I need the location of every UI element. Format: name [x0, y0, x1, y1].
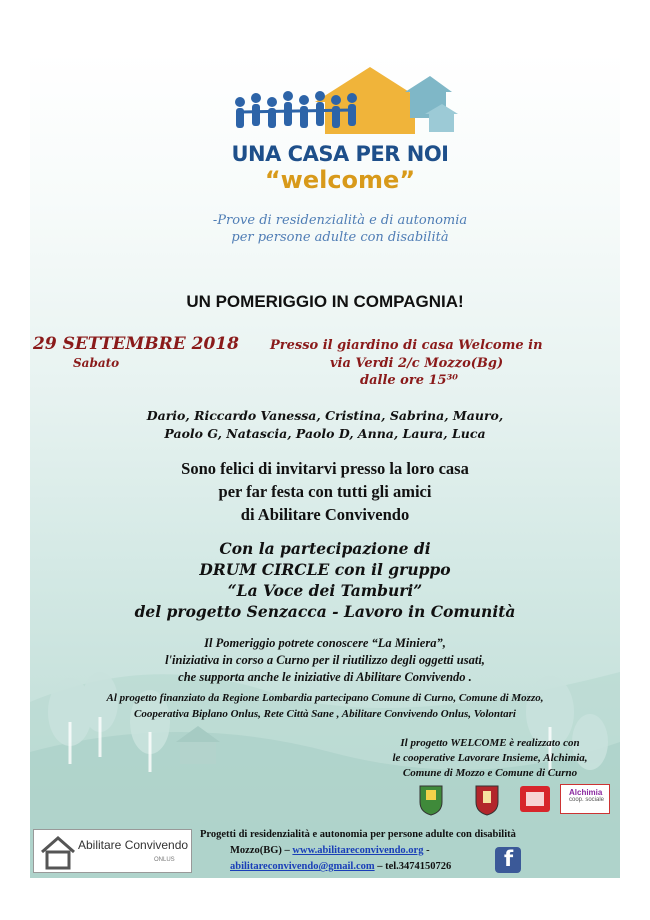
drum-circle-text: Con la partecipazione di DRUM CIRCLE con il gruppo “La Voce dei Tamburi” del progetto Senzacca - Lavoro in Comunità [134, 539, 516, 621]
poster [30, 52, 620, 878]
footer-contacts: Progetti di residenzialità e autonomia per persone adulte con disabilità Mozzo(BG) – www.abilitareconvivendo.org - abilitareconvivendo@gmail.com – tel.3474150726 [200, 829, 516, 872]
guest-names: Dario, Riccardo Vanessa, Cristina, Sabrina, Mauro, Paolo G, Natascia, Paolo D, Anna, Laura, Luca [146, 408, 504, 441]
mozzo-crest-icon [418, 782, 444, 816]
welcome-project-note: Il progetto WELCOME è realizzato con le cooperative Lavorare Insieme, Alchimia, Comune di Mozzo e Comune di Curno [392, 737, 588, 779]
curno-crest-icon [474, 782, 500, 816]
welcome-logo [220, 62, 460, 212]
headline: UN POMERIGGIO IN COMPAGNIA! [186, 292, 464, 311]
event-day: Sabato [73, 356, 120, 370]
alchimia-logo: Alchimia coop. sociale [560, 784, 610, 814]
event-place-line1: Presso il giardino di casa Welcome in [270, 338, 543, 353]
miniera-text: Il Pomeriggio potrete conoscere “La Miniera”, l'iniziativa in corso a Curno per il riutilizzo degli oggetti usati, che supporta anche le iniziative di Abilitare Convivendo . [165, 636, 485, 684]
key-house-icon [38, 832, 78, 870]
lavorare-insieme-logo-icon [520, 786, 550, 812]
abilitare-convivendo-logo: Abilitare Convivendo ONLUS [33, 829, 192, 873]
people-house-icon [220, 62, 460, 144]
event-date: 29 SETTEMBRE 2018 [33, 334, 239, 354]
invite-text: Sono felici di invitarvi presso la loro casa per far festa con tutti gli amici di Abilitare Convivendo [181, 459, 469, 524]
tagline: -Prove di residenzialità e di autonomia per persone adulte con disabilità [212, 213, 468, 245]
facebook-icon[interactable]: f [495, 847, 521, 873]
partner-crests [418, 782, 618, 818]
email-link[interactable]: abilitareconvivendo@gmail.com [230, 861, 375, 872]
event-place-line2: via Verdi 2/c Mozzo(Bg) [330, 356, 504, 371]
website-link[interactable]: www.abilitareconvivendo.org [292, 845, 424, 856]
partners-text: Al progetto finanziato da Regione Lombardia partecipano Comune di Curno, Comune di Mozzo, Cooperativa Biplano Onlus, Rete Città Sane , Abilitare Convivendo Onlus, Volontari [106, 692, 544, 720]
logo-title: UNA CASA PER NOI [231, 142, 449, 166]
logo-subtitle: “welcome” [264, 166, 416, 194]
event-time: dalle ore 15³⁰ [360, 373, 458, 388]
phone-number: – tel.3474150726 [374, 861, 452, 872]
